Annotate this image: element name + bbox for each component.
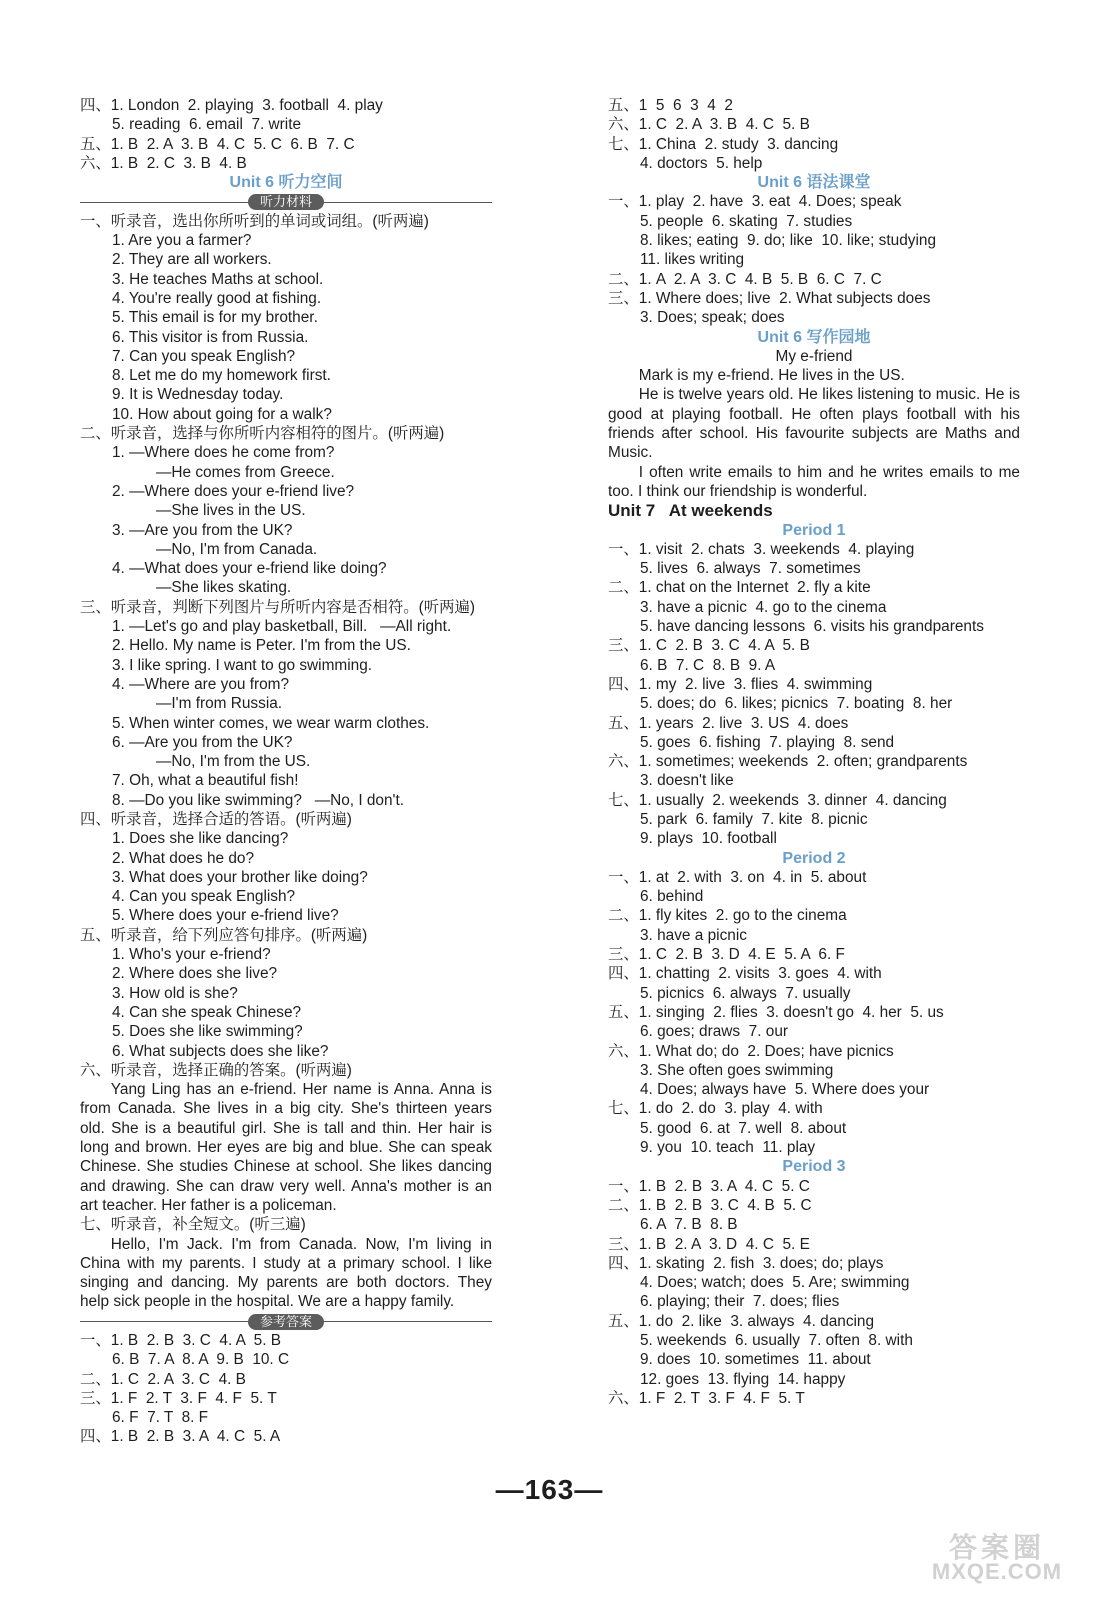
answer-line: 二、1. chat on the Internet 2. fly a kite: [608, 579, 871, 597]
answer-line: 5. weekends 6. usually 7. often 8. with: [640, 1332, 913, 1349]
answer-line: 3. She often goes swimming: [640, 1061, 834, 1079]
answer-line: 五、1. years 2. live 3. US 4. does: [608, 714, 849, 732]
answer-line: 二、1. C 2. A 3. C 4. B: [80, 1370, 246, 1388]
answer-line: 3. doesn't like: [640, 772, 734, 790]
answer-line: 一、1. at 2. with 3. on 4. in 5. about: [608, 868, 867, 886]
answer-line: 6. What subjects does she like?: [112, 1042, 329, 1060]
answer-line: 六、1. B 2. C 3. B 4. B: [80, 154, 247, 172]
right-column: [608, 96, 1020, 1408]
answer-line: 四、1. London 2. playing 3. football 4. play: [80, 97, 383, 114]
answer-line: —No, I'm from the US.: [156, 753, 311, 771]
answer-line: 8. —Do you like swimming? —No, I don't.: [112, 791, 405, 809]
section-heading: Period 1: [782, 521, 846, 539]
answer-line: 6. B 7. A 8. A 9. B 10. C: [112, 1351, 290, 1369]
answer-line: 七、1. China 2. study 3. dancing: [608, 135, 839, 153]
answer-line: 二、1. A 2. A 3. C 4. B 5. B 6. C 7. C: [608, 270, 882, 288]
answer-line: 二、1. fly kites 2. go to the cinema: [608, 907, 847, 925]
answer-line: 七、听录音，补全短文。(听三遍): [80, 1216, 306, 1234]
answer-line: 3. What does your brother like doing?: [112, 868, 368, 886]
answer-line: 5. picnics 6. always 7. usually: [640, 984, 851, 1002]
answer-line: 五、1. B 2. A 3. B 4. C 5. C 6. B 7. C: [80, 135, 355, 153]
banner-label: 听力材料: [248, 194, 324, 210]
essay-paragraph: Mark is my e-friend. He lives in the US.: [638, 367, 905, 385]
answer-line: 2. What does he do?: [112, 849, 255, 867]
answer-line: 4. Can she speak Chinese?: [112, 1003, 302, 1021]
answer-line: 1. Does she like dancing?: [112, 830, 289, 848]
watermark-cn: 答案圈: [948, 1532, 1045, 1563]
answer-line: 五、1 5 6 3 4 2: [608, 97, 733, 114]
essay-paragraph: I often write emails to him and he writes emails to me too. I think our friendship is wonderful.: [608, 463, 1020, 500]
answer-line: 三、1. B 2. A 3. D 4. C 5. E: [608, 1235, 810, 1253]
answer-line: 五、1. do 2. like 3. always 4. dancing: [608, 1312, 875, 1330]
answer-line: 4. —What does your e-friend like doing?: [112, 560, 387, 578]
answer-line: 七、1. do 2. do 3. play 4. with: [608, 1100, 823, 1118]
answer-line: 5. people 6. skating 7. studies: [640, 212, 853, 230]
answer-line: 6. —Are you from the UK?: [112, 733, 293, 751]
answer-line: 一、1. B 2. B 3. C 4. A 5. B: [80, 1332, 282, 1349]
answer-line: 一、1. play 2. have 3. eat 4. Does; speak: [608, 193, 902, 211]
answer-line: 六、1. F 2. T 3. F 4. F 5. T: [608, 1389, 805, 1407]
section-heading: Unit 6 听力空间: [229, 174, 343, 192]
answer-line: 6. This visitor is from Russia.: [112, 328, 309, 346]
listening-passage: Hello, I'm Jack. I'm from Canada. Now, I'm living in China with my parents. I study at a primary school. I like singing and dancing. My parents are both doctors. They help sick people in the hospital. We are a happy family.: [80, 1235, 492, 1311]
section-heading: Period 3: [782, 1158, 846, 1176]
answer-line: 5. reading 6. email 7. write: [112, 116, 302, 134]
answer-line: 四、1. my 2. live 3. flies 4. swimming: [608, 675, 873, 693]
watermark-en: MXQE.COM: [931, 1559, 1063, 1584]
answer-line: 10. How about going for a walk?: [112, 405, 332, 423]
answer-line: 5. does; do 6. likes; picnics 7. boating 8. her: [640, 695, 953, 713]
answer-line: 3. Does; speak; does: [640, 309, 785, 327]
answer-line: 2. They are all workers.: [112, 251, 272, 269]
answer-line: 6. playing; their 7. does; flies: [640, 1293, 840, 1311]
answer-line: 六、1. What do; do 2. Does; have picnics: [608, 1042, 894, 1060]
answer-line: 1. Are you a farmer?: [112, 232, 252, 250]
answer-line: 7. Can you speak English?: [112, 347, 296, 365]
section-heading: Unit 6 写作园地: [757, 328, 871, 346]
answer-line: 三、1. C 2. B 3. D 4. E 5. A 6. F: [608, 946, 845, 964]
answer-line: 8. Let me do my homework first.: [112, 367, 331, 385]
answer-line: 9. It is Wednesday today.: [112, 386, 284, 404]
answer-line: 4. Does; always have 5. Where does your: [640, 1081, 930, 1099]
answer-line: 三、1. C 2. B 3. C 4. A 5. B: [608, 637, 810, 655]
answer-line: 7. Oh, what a beautiful fish!: [112, 772, 299, 790]
answer-line: 五、1. singing 2. flies 3. doesn't go 4. her 5. us: [608, 1003, 944, 1021]
answer-line: 四、1. chatting 2. visits 3. goes 4. with: [608, 965, 882, 983]
answer-line: 9. you 10. teach 11. play: [640, 1139, 816, 1157]
answer-line: 12. goes 13. flying 14. happy: [640, 1370, 846, 1388]
answer-line: 5. park 6. family 7. kite 8. picnic: [640, 810, 868, 828]
answer-line: 6. A 7. B 8. B: [640, 1216, 738, 1234]
answer-line: 3. have a picnic: [640, 926, 747, 944]
answer-line: 5. have dancing lessons 6. visits his grandparents: [640, 618, 984, 636]
answer-line: 6. behind: [640, 888, 704, 906]
answer-line: 11. likes writing: [640, 251, 745, 269]
section-heading: Period 2: [782, 849, 846, 867]
answer-line: 3. I like spring. I want to go swimming.: [112, 656, 373, 674]
answer-line: 5. Where does your e-friend live?: [112, 907, 339, 925]
answer-line: 5. When winter comes, we wear warm clothes.: [112, 714, 430, 732]
answer-line: 一、1. B 2. B 3. A 4. C 5. C: [608, 1177, 810, 1195]
answer-line: 一、听录音，选出你所听到的单词或词组。(听两遍): [80, 212, 429, 230]
answer-line: 1. —Where does he come from?: [112, 444, 335, 462]
answer-line: 六、1. sometimes; weekends 2. often; grandparents: [608, 753, 968, 771]
page-number: —163—: [495, 1474, 604, 1505]
answer-line: 二、听录音，选择与你所听内容相符的图片。(听两遍): [80, 425, 445, 443]
answer-line: 六、听录音，选择正确的答案。(听两遍): [80, 1061, 352, 1079]
answer-line: 四、1. skating 2. fish 3. does; do; plays: [608, 1254, 884, 1272]
answer-line: 2. Where does she live?: [112, 965, 278, 983]
answer-line: 9. does 10. sometimes 11. about: [640, 1351, 871, 1369]
answer-line: 6. F 7. T 8. F: [112, 1409, 209, 1427]
answer-line: 3. How old is she?: [112, 984, 238, 1002]
answer-line: 5. This email is for my brother.: [112, 309, 318, 327]
answer-line: 三、听录音，判断下列图片与所听内容是否相符。(听两遍): [80, 598, 476, 616]
answer-line: 二、1. B 2. B 3. C 4. B 5. C: [608, 1196, 812, 1214]
left-column: [80, 96, 492, 1447]
section-heading: Unit 6 语法课堂: [757, 174, 871, 192]
banner-label: 参考答案: [248, 1314, 324, 1330]
answer-line: 4. Can you speak English?: [112, 888, 296, 906]
answer-line: 5. good 6. at 7. well 8. about: [640, 1119, 847, 1137]
answer-line: 6. goes; draws 7. our: [640, 1023, 788, 1041]
listening-passage: Yang Ling has an e-friend. Her name is Anna. Anna is from Canada. She lives in a big city. She's thirteen years old. She is a beautiful girl. She is tall and thin. Her hair is long and brown. Her eyes are big and blue. She can speak Chinese. She studies Chinese at school. She likes dancing and drawing. She can draw very well. Anna's mother is an art teacher. Her father is a policeman.: [80, 1081, 492, 1214]
answer-line: 三、1. Where does; live 2. What subjects does: [608, 289, 931, 307]
answer-line: 5. Does she like swimming?: [112, 1023, 303, 1041]
section-banner: [80, 192, 492, 211]
essay-title: My e-friend: [775, 347, 853, 365]
answer-line: —She likes skating.: [156, 579, 292, 597]
answer-line: 七、1. usually 2. weekends 3. dinner 4. dancing: [608, 791, 947, 809]
answer-line: 4. You're really good at fishing.: [112, 289, 322, 307]
answer-line: 5. lives 6. always 7. sometimes: [640, 560, 861, 578]
answer-line: 一、1. visit 2. chats 3. weekends 4. playing: [608, 540, 915, 558]
answer-line: —She lives in the US.: [156, 502, 306, 520]
answer-line: 3. He teaches Maths at school.: [112, 270, 324, 288]
answer-line: 4. Does; watch; does 5. Are; swimming: [640, 1274, 910, 1292]
answer-line: 3. have a picnic 4. go to the cinema: [640, 598, 887, 616]
answer-line: 五、听录音，给下列应答句排序。(听两遍): [80, 926, 368, 944]
answer-line: 2. —Where does your e-friend live?: [112, 482, 355, 500]
answer-line: 4. doctors 5. help: [640, 154, 763, 172]
answer-line: —I'm from Russia.: [156, 695, 283, 713]
answer-line: 三、1. F 2. T 3. F 4. F 5. T: [80, 1389, 277, 1407]
answer-line: 9. plays 10. football: [640, 830, 777, 848]
unit-title: Unit 7 At weekends: [608, 501, 773, 521]
answer-line: 3. —Are you from the UK?: [112, 521, 293, 539]
answer-line: 5. goes 6. fishing 7. playing 8. send: [640, 733, 895, 751]
answer-line: 1. —Let's go and play basketball, Bill. —All right.: [112, 618, 452, 636]
answer-line: —No, I'm from Canada.: [156, 540, 318, 558]
answer-line: 四、1. B 2. B 3. A 4. C 5. A: [80, 1428, 281, 1446]
answer-line: 1. Who's your e-friend?: [112, 946, 271, 964]
essay-paragraph: He is twelve years old. He likes listening to music. He is good at playing football. He often plays football with his friends after school. His favourite subjects are Maths and Music.: [608, 386, 1020, 462]
answer-line: 8. likes; eating 9. do; like 10. like; studying: [640, 232, 937, 250]
answer-line: 4. —Where are you from?: [112, 675, 290, 693]
answer-line: 2. Hello. My name is Peter. I'm from the US.: [112, 637, 411, 655]
answer-line: 6. B 7. C 8. B 9. A: [640, 656, 776, 674]
section-banner: [80, 1312, 492, 1331]
answer-line: 六、1. C 2. A 3. B 4. C 5. B: [608, 116, 810, 134]
answer-line: —He comes from Greece.: [156, 463, 335, 481]
answer-line: 四、听录音，选择合适的答语。(听两遍): [80, 810, 352, 828]
watermark-logo: [907, 1532, 1087, 1592]
